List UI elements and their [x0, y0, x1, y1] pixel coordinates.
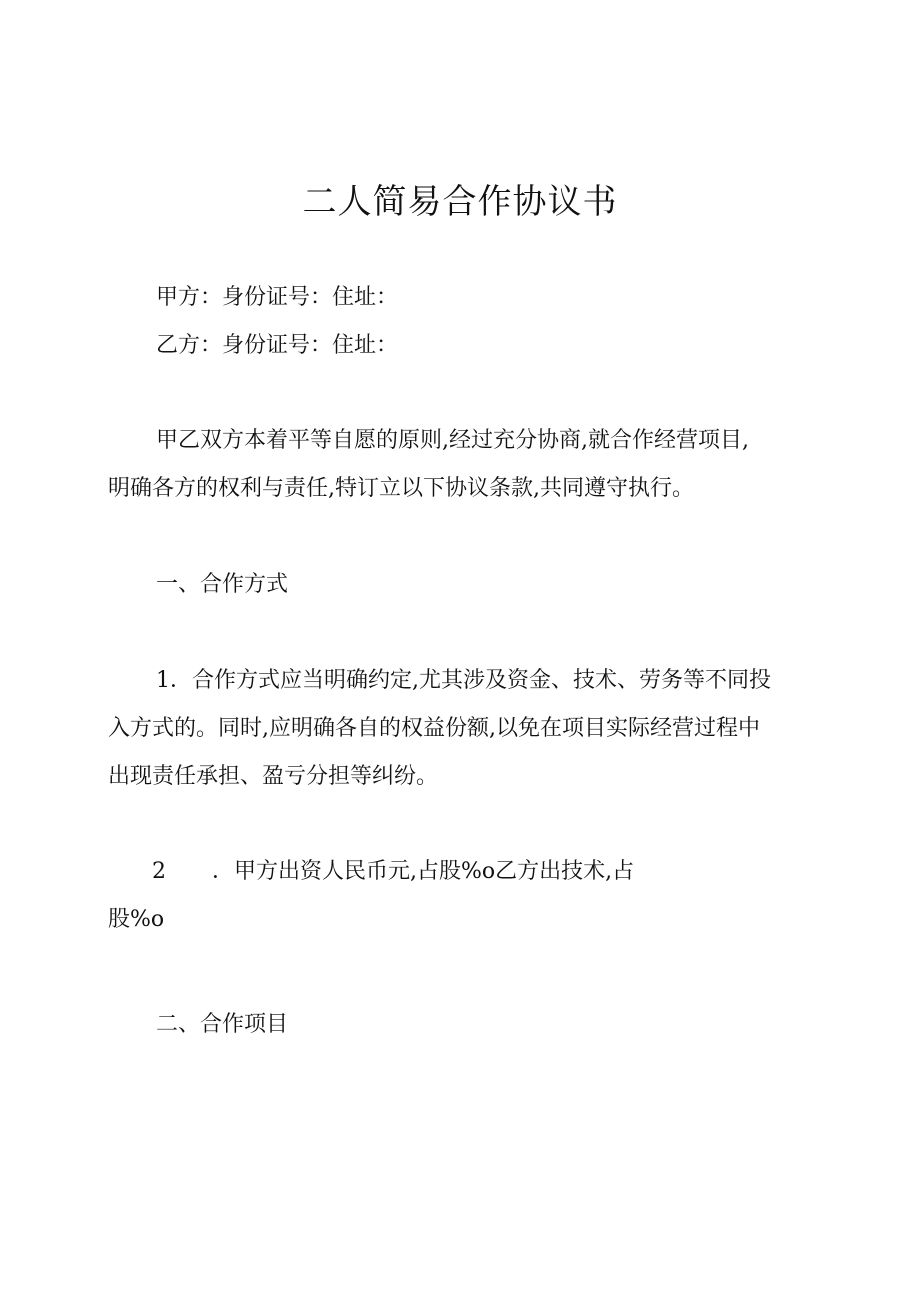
- party-b-line: 乙方：身份证号：住址：: [156, 333, 399, 358]
- item-1-line-1: 1．合作方式应当明确约定,尤其涉及资金、技术、劳务等不同投: [156, 668, 771, 693]
- item-1-line-3: 出现责任承担、盈亏分担等纠纷。: [108, 764, 439, 789]
- section-2-heading: 二、合作项目: [156, 1012, 289, 1037]
- preamble-line-1: 甲乙双方本着平等自愿的原则,经过充分协商,就合作经营项目,: [156, 428, 749, 453]
- item-1-line-2: 入方式的。同时,应明确各自的权益份额,以免在项目实际经营过程中: [108, 716, 760, 741]
- item-2-line-2: 股%o: [108, 907, 165, 932]
- item-2-line-1: ．甲方出资人民币元,占股%o乙方出技术,占: [212, 859, 635, 884]
- section-1-heading: 一、合作方式: [156, 572, 289, 597]
- party-a-line: 甲方：身份证号：住址：: [156, 285, 399, 310]
- item-2-number: 2: [152, 859, 166, 884]
- preamble-line-2: 明确各方的权利与责任,特订立以下协议条款,共同遵守执行。: [108, 476, 694, 501]
- document-title: 二人简易合作协议书: [302, 182, 618, 222]
